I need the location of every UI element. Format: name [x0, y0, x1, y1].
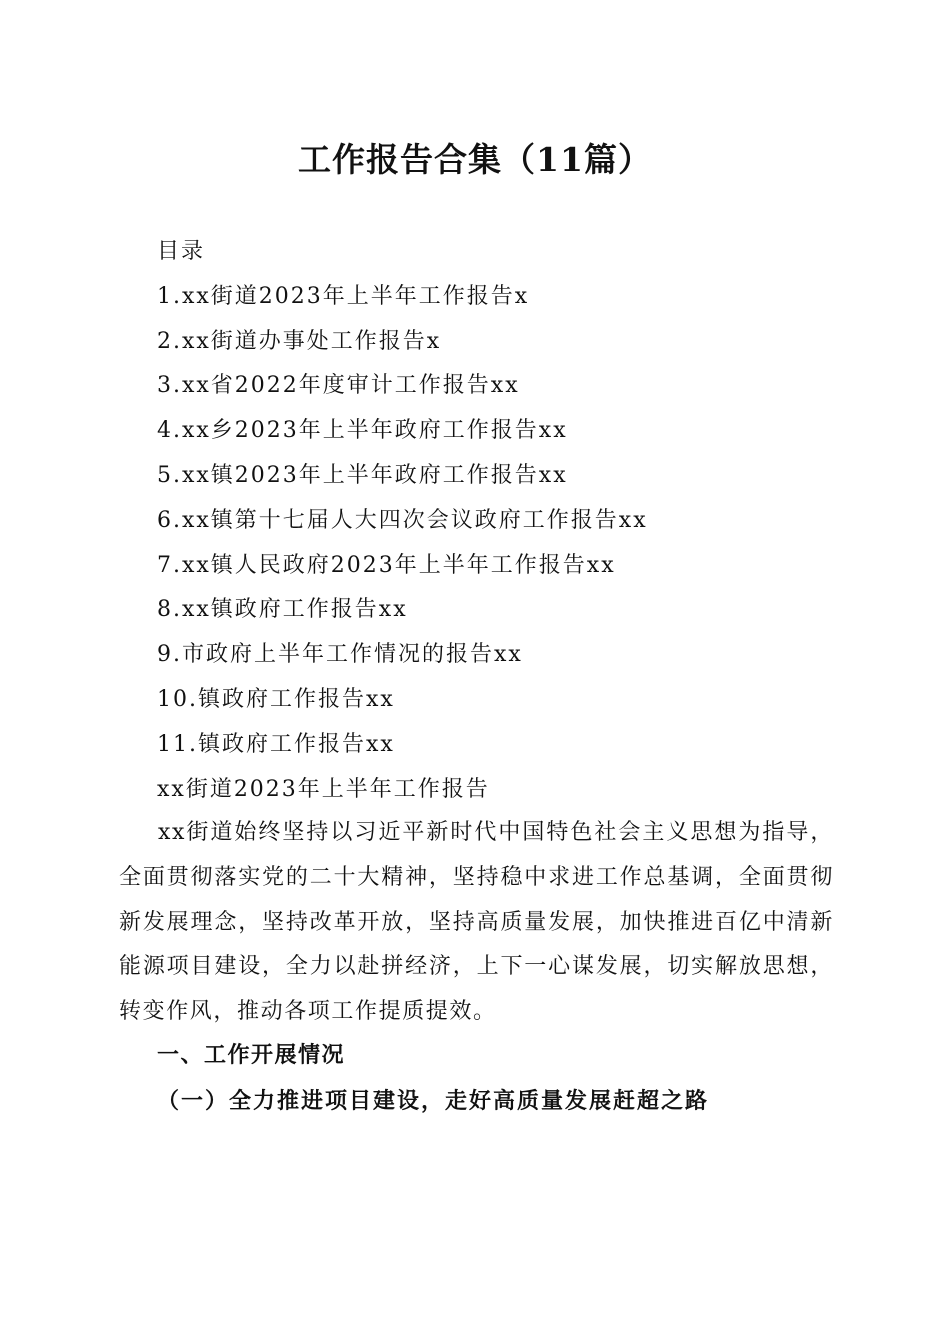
toc-item: 11.镇政府工作报告xx	[157, 731, 395, 757]
intro-paragraph: xx街道始终坚持以习近平新时代中国特色社会主义思想为指导，全面贯彻落实党的二十大精神，坚持稳中求进工作总基调，全面贯彻新发展理念，坚持改革开放，坚持高质量发展，加快推进百亿中清新能源项目建设，全力以赴拼经济，上下一心谋发展，切实解放思想，转变作风，推动各项工作提质提效。	[119, 820, 834, 1025]
toc-item: 10.镇政府工作报告xx	[157, 686, 395, 712]
toc-item: 1.xx街道2023年上半年工作报告x	[157, 283, 530, 309]
heading-level-2: （一）全力推进项目建设，走好高质量发展赶超之路	[157, 1088, 710, 1114]
toc-item: 5.xx镇2023年上半年政府工作报告xx	[157, 462, 568, 488]
toc-item: 6.xx镇第十七届人大四次会议政府工作报告xx	[157, 507, 648, 533]
toc-item: 7.xx镇人民政府2023年上半年工作报告xx	[157, 552, 616, 578]
toc-item: 4.xx乡2023年上半年政府工作报告xx	[157, 418, 568, 444]
table-of-contents	[157, 230, 877, 812]
document-title: 工作报告合集（11篇）	[298, 140, 652, 179]
section-title: xx街道2023年上半年工作报告	[157, 776, 490, 802]
toc-item: 8.xx镇政府工作报告xx	[157, 597, 408, 623]
toc-item: 3.xx省2022年度审计工作报告xx	[157, 373, 520, 399]
toc-label: 目录	[157, 239, 206, 264]
toc-item: 2.xx街道办事处工作报告x	[157, 328, 442, 354]
heading-level-1: 一、工作开展情况	[157, 1043, 346, 1068]
toc-item: 9.市政府上半年工作情况的报告xx	[157, 642, 523, 668]
